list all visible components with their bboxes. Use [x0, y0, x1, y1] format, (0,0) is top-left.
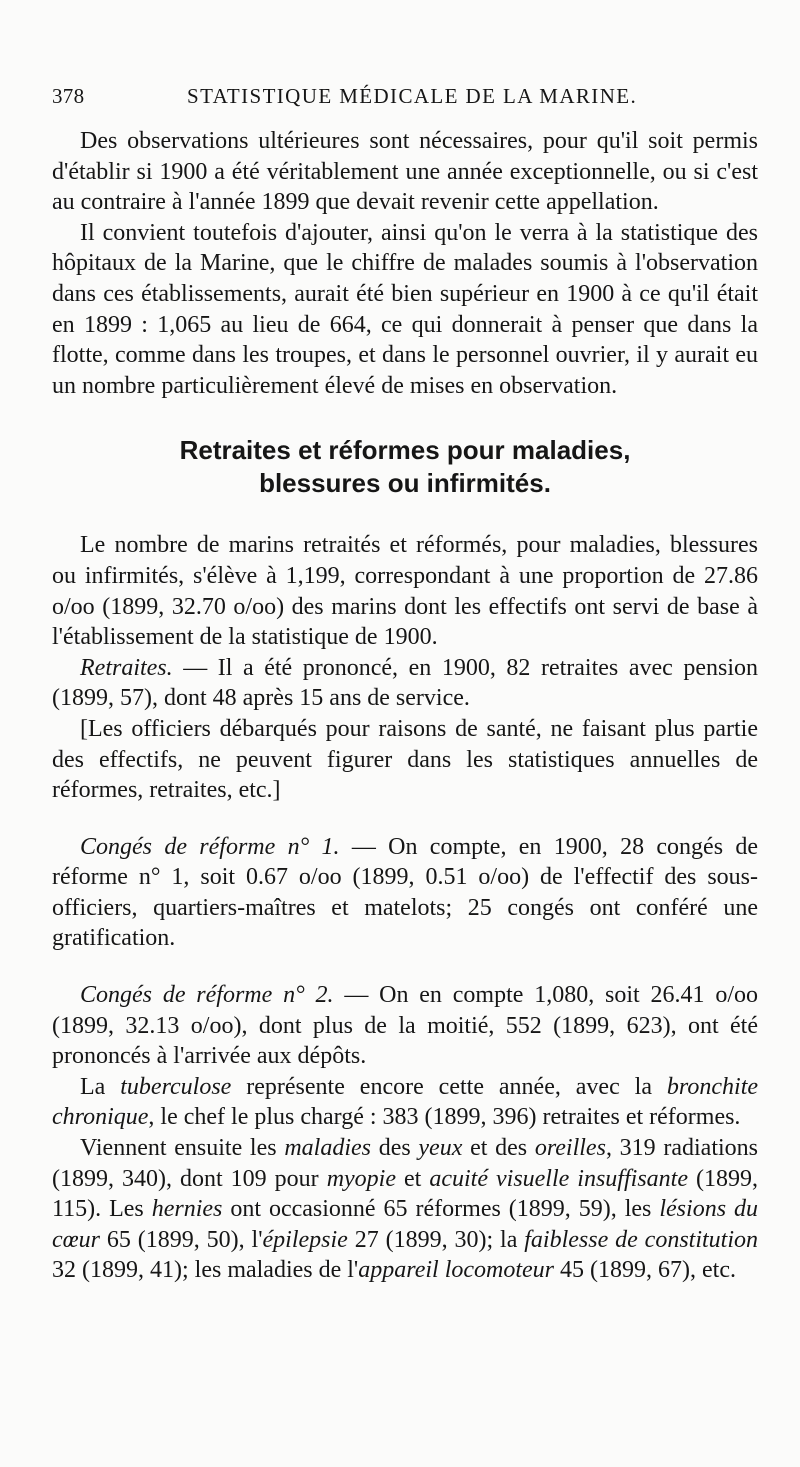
italic-term: hernies — [151, 1196, 223, 1223]
text-run: Viennent ensuite les — [80, 1135, 285, 1162]
paragraph — [52, 1072, 758, 1133]
page-number: 378 — [52, 84, 85, 108]
italic-label: Congés de réforme n° 1. — [80, 833, 340, 860]
spacer — [52, 954, 758, 980]
text-run: des — [370, 1135, 419, 1162]
paragraph-text: — On compte, en 1900, 28 congés de réforme n° 1, soit 0.67 o/oo (1899, 0.51 o/oo) de l'effectif des sous-officiers, quartiers-maîtres et matelots; 25 congés ont conféré une gratification. — [52, 833, 758, 952]
paragraph: Il convient toutefois d'ajouter, ainsi qu'on le verra à la statistique des hôpitaux de la Marine, que le chiffre de malades soumis à l'observation dans ces établissements, aurait été bien supérieur en 1900 à ce qu'il était en 1899 : 1,065 au lieu de 664, ce qui donnerait à penser que dans la flotte, comme dans les troupes, et dans le personnel ouvrier, il y aurait eu un nombre particulièrement élevé de mises en observation. — [52, 219, 758, 399]
italic-term: appareil locomoteur — [358, 1257, 555, 1284]
text-run: ont occasionné 65 réformes (1899, 59), les — [222, 1196, 660, 1223]
paragraph-text: — On en compte 1,080, soit 26.41 o/oo (1899, 32.13 o/oo), dont plus de la moitié, 552 (1899, 623), ont été prononcés à l'arrivée aux dépôts. — [52, 982, 758, 1070]
italic-term: oreilles — [534, 1135, 606, 1162]
section-heading — [52, 434, 758, 500]
paragraph — [52, 980, 758, 1072]
paragraph: [Les officiers débarqués pour raisons de santé, ne faisant plus partie des effectifs, ne peuvent figurer dans les statistiques annuelles de réformes, retraites, etc.] — [52, 715, 758, 804]
text-run: 27 (1899, 30); la — [347, 1226, 525, 1253]
text-run: La — [80, 1073, 121, 1100]
paragraph-text: — Il a été prononcé, en 1900, 82 retraites avec pension (1899, 57), dont 48 après 15 ans de service. — [52, 654, 758, 712]
italic-term: tuberculose — [120, 1073, 232, 1100]
text-run: 32 (1899, 41); les maladies de l' — [52, 1257, 359, 1284]
italic-term: lésions du cœur — [52, 1196, 758, 1253]
running-title: STATISTIQUE MÉDICALE DE LA MARINE. — [187, 84, 638, 108]
paragraph — [52, 1133, 758, 1286]
italic-term: myopie — [326, 1165, 396, 1192]
paragraph: Des observations ultérieures sont nécessaires, pour qu'il soit permis d'établir si 1900 a été véritablement une année exceptionnelle, ou si c'est au contraire à l'année 1899 que devait revenir cette appellation. — [52, 128, 758, 216]
text-run: et des — [462, 1135, 535, 1162]
text-run: 45 (1899, 67), etc. — [554, 1257, 736, 1284]
section-heading-line: Retraites et réformes pour maladies, — [179, 435, 631, 466]
italic-term: faiblesse de constitution — [524, 1226, 758, 1253]
text-run: et — [396, 1165, 430, 1192]
italic-label: Retraites. — [80, 654, 173, 681]
text-run: , le chef le plus chargé : 383 (1899, 396) retraites et réformes. — [148, 1104, 741, 1131]
paragraph: Le nombre de marins retraités et réformés, pour maladies, blessures ou infirmités, s'élève à 1,199, correspondant à une proportion de 27.86 o/oo (1899, 32.70 o/oo) des marins dont les effectifs ont servi de base à l'établissement de la statistique de 1900. — [52, 532, 758, 651]
text-run: 65 (1899, 50), l' — [100, 1226, 263, 1253]
spacer — [52, 806, 758, 832]
section-heading-line: blessures ou infirmités. — [259, 468, 551, 499]
text-run: (1899, 115). Les — [52, 1165, 758, 1223]
italic-term: yeux — [418, 1135, 463, 1162]
text-run: représente encore cette année, avec la — [231, 1073, 667, 1100]
italic-term: maladies — [284, 1135, 371, 1162]
text-run: , 319 radiations (1899, 340), dont 109 pour — [52, 1135, 759, 1192]
paragraph — [52, 653, 758, 714]
page-header — [52, 84, 758, 118]
italic-term: bronchite chronique — [52, 1073, 759, 1131]
page-body — [52, 126, 758, 1286]
italic-label: Congés de réforme n° 2. — [80, 982, 334, 1009]
italic-term: épilepsie — [262, 1226, 348, 1253]
italic-term: acuité visuelle insuffisante — [429, 1165, 688, 1192]
paragraph — [52, 832, 758, 954]
